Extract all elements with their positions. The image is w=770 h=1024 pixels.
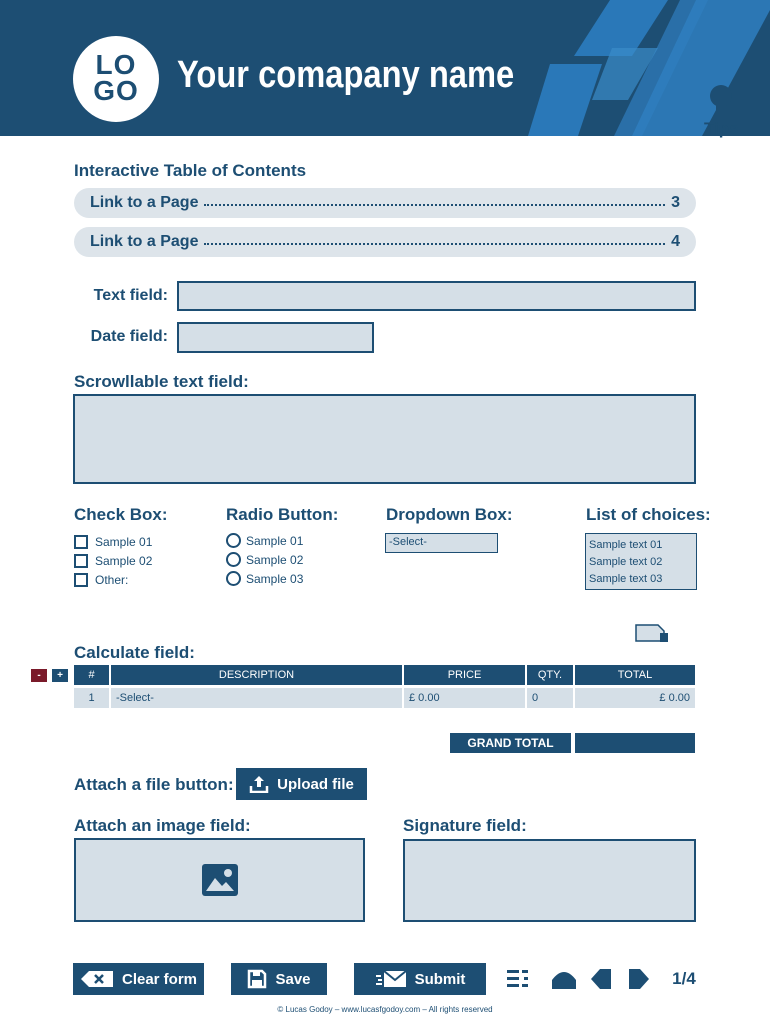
clear-icon — [80, 970, 114, 988]
checkbox-title: Check Box: — [74, 505, 168, 524]
toc-link-label: Link to a Page — [90, 233, 199, 250]
checkbox-item[interactable] — [74, 570, 152, 589]
col-header-description: DESCRIPTION — [111, 665, 402, 685]
upload-file-label: Upload file — [277, 775, 354, 793]
calculator-icon[interactable] — [634, 623, 670, 643]
col-header-qty: QTY. — [527, 665, 573, 685]
toc-leader — [204, 200, 665, 206]
radio-item[interactable] — [226, 531, 303, 550]
lightbulb-icon — [707, 84, 735, 114]
choice-item[interactable]: Sample text 03 — [589, 573, 663, 585]
choice-item[interactable]: Sample text 02 — [589, 556, 663, 568]
attach-file-label: Attach a file button: — [74, 775, 234, 794]
col-header-total: TOTAL — [575, 665, 695, 685]
next-page-icon[interactable] — [628, 968, 650, 990]
checkbox-item[interactable] — [74, 551, 152, 570]
submit-label: Submit — [414, 970, 466, 988]
floppy-disk-icon — [247, 969, 267, 989]
choices-list[interactable] — [585, 533, 697, 590]
grand-total-value — [575, 733, 695, 753]
radio-label: Sample 03 — [246, 571, 304, 586]
checkbox-group — [74, 532, 152, 589]
row-num: 1 — [74, 688, 109, 708]
tips-label: Tips — [704, 119, 739, 138]
toc-leader — [204, 239, 665, 245]
signature-label: Signature field: — [403, 816, 527, 835]
add-row-button[interactable]: + — [52, 669, 68, 682]
remove-row-button[interactable]: - — [31, 669, 47, 682]
dropdown-select[interactable]: -Select- — [385, 533, 498, 553]
clear-form-label: Clear form — [121, 970, 198, 988]
checkbox[interactable] — [74, 535, 88, 549]
image-icon — [201, 863, 239, 897]
company-name: Your comapany name — [177, 54, 515, 96]
upload-file-button[interactable] — [236, 768, 367, 800]
col-header-price: PRICE — [404, 665, 525, 685]
date-field-label: Date field: — [90, 328, 168, 345]
checkbox-label: Sample 01 — [95, 534, 153, 549]
calc-title: Calculate field: — [74, 643, 195, 662]
radio-button[interactable] — [226, 533, 241, 548]
checkbox[interactable] — [74, 573, 88, 587]
row-price[interactable]: £ 0.00 — [404, 688, 525, 708]
toc-link-1[interactable] — [74, 188, 696, 218]
clear-form-button[interactable] — [73, 963, 204, 995]
text-field[interactable] — [177, 281, 696, 311]
radio-item[interactable] — [226, 569, 303, 588]
checkbox-item[interactable] — [74, 532, 152, 551]
radio-button[interactable] — [226, 571, 241, 586]
upload-icon — [249, 775, 269, 793]
radio-group — [226, 531, 303, 588]
save-label: Save — [275, 970, 311, 988]
checkbox-label: Other: — [95, 572, 129, 587]
tips-button[interactable] — [704, 84, 739, 139]
checkbox-label: Sample 02 — [95, 553, 153, 568]
row-qty[interactable]: 0 — [527, 688, 573, 708]
submit-button[interactable] — [354, 963, 486, 995]
menu-icon[interactable] — [507, 968, 529, 990]
save-button[interactable] — [231, 963, 327, 995]
footer-credit: © Lucas Godoy – www.lucasfgodoy.com – All rights reserved — [277, 1005, 493, 1014]
send-mail-icon — [375, 969, 407, 989]
page-indicator: 1/4 — [672, 969, 696, 988]
checkbox[interactable] — [74, 554, 88, 568]
row-description-select[interactable]: -Select- — [111, 688, 402, 708]
dropdown-title: Dropdown Box: — [386, 505, 513, 524]
text-field-label: Text field: — [93, 287, 168, 304]
logo: LO GO — [73, 36, 159, 122]
choice-item[interactable]: Sample text 01 — [589, 539, 663, 551]
previous-page-icon[interactable] — [590, 968, 612, 990]
toc-title: Interactive Table of Contents — [74, 161, 307, 180]
radio-button[interactable] — [226, 552, 241, 567]
scroll-field-label: Scrowllable text field: — [74, 372, 249, 391]
signature-field[interactable] — [403, 839, 696, 922]
radio-label: Sample 02 — [246, 552, 304, 567]
home-icon[interactable] — [551, 968, 577, 990]
attach-image-label: Attach an image field: — [74, 816, 251, 835]
col-header-num: # — [74, 665, 109, 685]
scrollable-text-field[interactable] — [73, 394, 696, 484]
toc-link-2[interactable] — [74, 227, 696, 257]
image-upload-field[interactable] — [74, 838, 365, 922]
toc-link-page: 4 — [671, 233, 680, 250]
toc-link-label: Link to a Page — [90, 194, 199, 211]
grand-total-label: GRAND TOTAL — [450, 733, 571, 753]
date-field[interactable] — [177, 322, 374, 353]
radio-label: Sample 01 — [246, 533, 304, 548]
radio-item[interactable] — [226, 550, 303, 569]
row-total: £ 0.00 — [575, 688, 695, 708]
radio-title: Radio Button: — [226, 505, 339, 524]
choices-title: List of choices: — [586, 505, 711, 524]
toc-link-page: 3 — [671, 194, 680, 211]
